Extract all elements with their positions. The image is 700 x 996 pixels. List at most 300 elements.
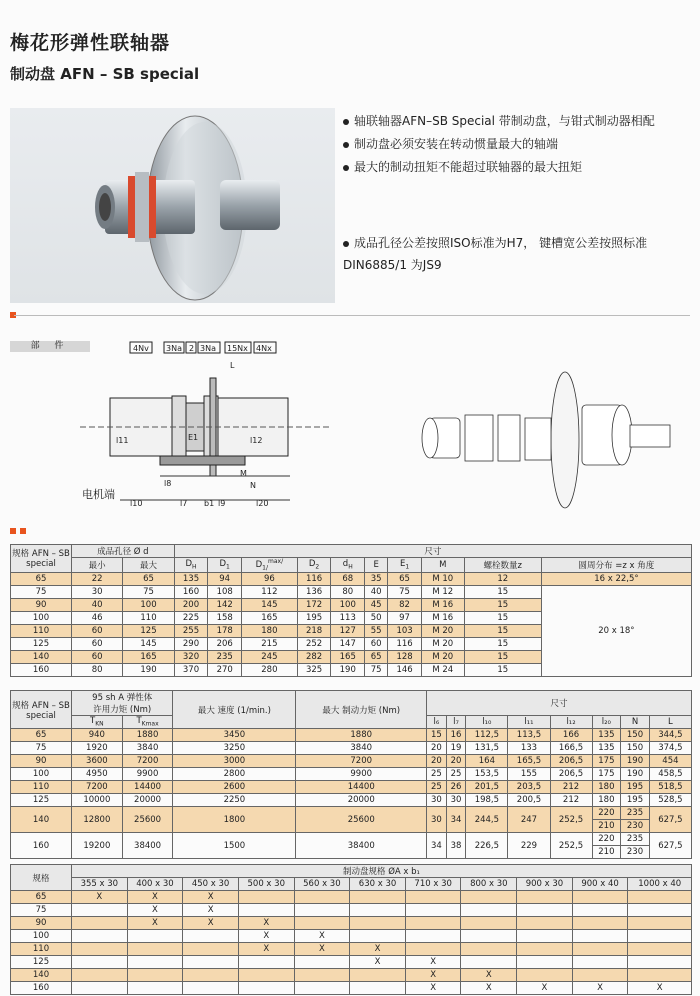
table-cell: [294, 982, 350, 995]
box-15nx: 15Nx: [227, 344, 248, 353]
col-m: M: [421, 558, 464, 573]
table-cell: [294, 891, 350, 904]
table-cell: 252,5: [550, 833, 592, 859]
table-cell: 3250: [173, 742, 296, 755]
table-cell: [294, 969, 350, 982]
table-cell: [461, 917, 517, 930]
table-cell: 206: [208, 637, 242, 650]
table-cell: 34: [427, 833, 447, 859]
table-cell: 1500: [173, 833, 296, 859]
col-torque: 95 sh A 弹性体 许用力矩 (Nm): [72, 691, 173, 716]
table-cell: 454: [649, 755, 691, 768]
table-cell: 75: [365, 663, 388, 676]
table-cell: X: [294, 930, 350, 943]
table-cell: 131,5: [466, 742, 508, 755]
table-cell: 80: [72, 663, 123, 676]
table-cell: [238, 891, 294, 904]
col-d3: $D_{1/}^{max/}$: [242, 558, 298, 573]
motor-end-label: 电机端: [82, 488, 115, 501]
table-cell: 7200: [72, 781, 123, 794]
table-cell: [72, 943, 128, 956]
table-cell: 203,5: [508, 781, 550, 794]
column-header: l₁₁: [508, 716, 550, 729]
table-cell: 160: [11, 663, 72, 676]
table-cell: [517, 917, 573, 930]
col-tkn: $T_{KN}$: [72, 716, 123, 729]
col-disc: 制动盘规格 ØA x b₁: [72, 865, 692, 878]
table-cell: 3000: [173, 755, 296, 768]
table-cell: 75: [11, 585, 72, 598]
table-cell: [517, 904, 573, 917]
table-cell: 133: [508, 742, 550, 755]
table-cell: 110: [11, 781, 72, 794]
table-cell: 9900: [122, 768, 173, 781]
table-cell: [628, 943, 692, 956]
table-cell: 38400: [296, 833, 427, 859]
table-cell: X: [238, 930, 294, 943]
table-cell: 374,5: [649, 742, 691, 755]
table-cell: 225: [174, 611, 208, 624]
divider: [14, 315, 690, 316]
table-row: [11, 755, 692, 768]
table-cell: 200,5: [508, 794, 550, 807]
table-cell: 125: [11, 637, 72, 650]
table-cell: 60: [365, 637, 388, 650]
table-cell: 116: [297, 572, 331, 585]
table-cell: 320: [174, 650, 208, 663]
table-cell: X: [183, 891, 239, 904]
column-header: 450 x 30: [183, 878, 239, 891]
table-cell: 153,5: [466, 768, 508, 781]
table-cell: 30: [72, 585, 123, 598]
box-2: 2: [189, 344, 195, 353]
column-header: l₁₂: [550, 716, 592, 729]
box-3na-2: 3Na: [200, 344, 216, 353]
col-d2: $D_2$: [297, 558, 331, 573]
box-4nx: 4Nx: [256, 344, 272, 353]
table-cell: 178: [208, 624, 242, 637]
table-cell: [72, 930, 128, 943]
table-cell: 180: [242, 624, 298, 637]
table-cell: X: [405, 956, 461, 969]
table-cell: [294, 904, 350, 917]
table-row: [11, 904, 692, 917]
bullet-icon: [343, 165, 349, 171]
table-cell: [405, 943, 461, 956]
table-row: [11, 742, 692, 755]
feature-item: [343, 110, 693, 132]
table-cell: 195: [297, 611, 331, 624]
box-3na: 3Na: [166, 344, 182, 353]
table-cell: 195: [621, 794, 650, 807]
col-min: 最小: [72, 558, 123, 573]
label-L: L: [230, 361, 235, 370]
label-l11: l11: [116, 436, 129, 445]
col-d1: $D_1$: [208, 558, 242, 573]
table-cell: 15: [427, 729, 447, 742]
table-cell: 270: [208, 663, 242, 676]
table-cell: [628, 956, 692, 969]
table-cell: X: [127, 917, 183, 930]
table-cell: M 24: [421, 663, 464, 676]
table-cell: 627,5: [649, 807, 691, 833]
table-cell: [350, 930, 406, 943]
table-cell: 103: [388, 624, 422, 637]
label-l9: l9: [218, 499, 226, 508]
table-cell: [572, 891, 628, 904]
table-cell: 230: [621, 820, 650, 833]
column-header: l₁₀: [466, 716, 508, 729]
col-bolts: 螺栓数量z: [464, 558, 541, 573]
column-header: 710 x 30: [405, 878, 461, 891]
table-cell: 370: [174, 663, 208, 676]
table-cell: X: [238, 917, 294, 930]
table-cell: [127, 956, 183, 969]
table-row: [11, 794, 692, 807]
table-cell: [127, 982, 183, 995]
label-l12: l12: [250, 436, 263, 445]
table-cell: 255: [174, 624, 208, 637]
table-cell: M 12: [421, 585, 464, 598]
table-cell: [127, 969, 183, 982]
table-cell: 158: [208, 611, 242, 624]
table-cell: [517, 943, 573, 956]
table-cell: 195: [621, 781, 650, 794]
table-cell: 19200: [72, 833, 123, 859]
table-cell: [238, 956, 294, 969]
table-cell: 247: [508, 807, 550, 833]
table-cell: 100: [123, 598, 174, 611]
table-cell: 3840: [296, 742, 427, 755]
table-cell: 201,5: [466, 781, 508, 794]
table-cell: 65: [11, 572, 72, 585]
table-cell: 155: [508, 768, 550, 781]
table-cell: 1880: [122, 729, 173, 742]
table-cell: 146: [388, 663, 422, 676]
table-cell: 113: [331, 611, 365, 624]
table-cell: 45: [365, 598, 388, 611]
table-cell: M 16: [421, 598, 464, 611]
table-cell: 210: [592, 846, 621, 859]
bullet-icon: [343, 119, 349, 125]
table-cell: X: [461, 969, 517, 982]
col-spec: 规格: [11, 865, 72, 891]
column-header: 560 x 30: [294, 878, 350, 891]
col-max: 最大: [123, 558, 174, 573]
table-cell: 25: [446, 768, 466, 781]
table-cell: 16: [446, 729, 466, 742]
feature-item: [343, 156, 693, 178]
table-cell: 35: [365, 572, 388, 585]
section-marker: [20, 528, 26, 534]
table-cell: [628, 917, 692, 930]
table-cell: [183, 969, 239, 982]
box-4nv: 4Nv: [133, 344, 149, 353]
table-cell: 235: [208, 650, 242, 663]
table-cell: 140: [11, 969, 72, 982]
table-cell: 165: [331, 650, 365, 663]
col-spec: 规格 AFN – SB special: [11, 545, 72, 573]
table-cell: 100: [331, 598, 365, 611]
table-cell: X: [405, 982, 461, 995]
table-cell: [183, 956, 239, 969]
table-cell: 4950: [72, 768, 123, 781]
table-cell: 100: [11, 930, 72, 943]
table-cell: 3840: [122, 742, 173, 755]
table-cell: 220: [592, 833, 621, 846]
table-cell: 252: [297, 637, 331, 650]
table-cell: 15: [464, 650, 541, 663]
table-cell: 218: [297, 624, 331, 637]
table-cell: [127, 943, 183, 956]
table-cell: [238, 982, 294, 995]
table-cell: 90: [11, 598, 72, 611]
col-dH: $d_H$: [331, 558, 365, 573]
table-cell: 116: [388, 637, 422, 650]
table-cell: 528,5: [649, 794, 691, 807]
table-cell: 96: [242, 572, 298, 585]
table-cell: 145: [123, 637, 174, 650]
table-cell: [294, 917, 350, 930]
table-cell: X: [405, 969, 461, 982]
table-cell: 190: [123, 663, 174, 676]
table-cell: [405, 891, 461, 904]
table-cell: 166,5: [550, 742, 592, 755]
table-cell: 7200: [122, 755, 173, 768]
table-cell: 46: [72, 611, 123, 624]
table-cell: 15: [464, 598, 541, 611]
table-cell: 9900: [296, 768, 427, 781]
table-cell: X: [628, 982, 692, 995]
column-header: 500 x 30: [238, 878, 294, 891]
table-cell: M 10: [421, 572, 464, 585]
label-l10: l10: [130, 499, 143, 508]
table-cell: 128: [388, 650, 422, 663]
column-header: 1000 x 40: [628, 878, 692, 891]
table-cell: 25600: [296, 807, 427, 833]
table-cell: [294, 956, 350, 969]
table-cell: 75: [388, 585, 422, 598]
table-cell: [350, 891, 406, 904]
table-cell: 112: [242, 585, 298, 598]
table-cell: 165: [242, 611, 298, 624]
table-cell: 19: [446, 742, 466, 755]
table-cell: [461, 956, 517, 969]
table-cell: 65: [365, 650, 388, 663]
table-cell: 20: [427, 755, 447, 768]
table-cell: [628, 930, 692, 943]
table-cell: 80: [331, 585, 365, 598]
table-cell: [183, 943, 239, 956]
table-cell: 344,5: [649, 729, 691, 742]
table-cell: 15: [464, 585, 541, 598]
table-cell: 206,5: [550, 755, 592, 768]
note-line-2: DIN6885/1 为JS9: [343, 258, 442, 272]
table-cell: 190: [331, 663, 365, 676]
table-cell: [350, 917, 406, 930]
label-M: M: [240, 469, 247, 478]
table-cell: 12: [464, 572, 541, 585]
table-cell: M 20: [421, 650, 464, 663]
table-cell: 34: [446, 807, 466, 833]
table-cell: [72, 917, 128, 930]
angle-cell: 16 x 22,5°: [541, 572, 691, 585]
table-cell: 110: [11, 943, 72, 956]
table-cell: 200: [174, 598, 208, 611]
table-cell: 60: [72, 637, 123, 650]
table-cell: 229: [508, 833, 550, 859]
table-cell: 20: [446, 755, 466, 768]
table-cell: 110: [11, 624, 72, 637]
table-cell: 166: [550, 729, 592, 742]
table-cell: [127, 930, 183, 943]
table-cell: 65: [11, 891, 72, 904]
table-cell: [628, 904, 692, 917]
table-cell: 226,5: [466, 833, 508, 859]
product-photo: [10, 108, 335, 303]
table-cell: [350, 904, 406, 917]
table-cell: 145: [242, 598, 298, 611]
col-spec: 规格 AFN – SB special: [11, 691, 72, 729]
table-cell: 160: [11, 982, 72, 995]
table-cell: 97: [388, 611, 422, 624]
column-header: 400 x 30: [127, 878, 183, 891]
table-cell: [572, 956, 628, 969]
table-cell: 20000: [122, 794, 173, 807]
col-size: 尺寸: [427, 691, 692, 716]
table-cell: 125: [11, 956, 72, 969]
table-cell: 518,5: [649, 781, 691, 794]
table-cell: 100: [11, 611, 72, 624]
table-cell: 940: [72, 729, 123, 742]
table-cell: [628, 969, 692, 982]
table-cell: 190: [621, 768, 650, 781]
col-tkmax: $T_{Kmax}$: [122, 716, 173, 729]
table-cell: 65: [388, 572, 422, 585]
table-row: [11, 943, 692, 956]
table-row: [11, 917, 692, 930]
exploded-view-drawing: [410, 370, 690, 510]
disc-size-table: [10, 864, 692, 995]
table-cell: 14400: [122, 781, 173, 794]
table-cell: 30: [427, 794, 447, 807]
label-l7: l7: [180, 499, 188, 508]
tolerance-note: [343, 232, 698, 276]
col-size: 尺寸: [174, 545, 691, 558]
table-cell: [183, 982, 239, 995]
table-cell: 25: [427, 768, 447, 781]
bullet-icon: [343, 142, 349, 148]
table-cell: 25600: [122, 807, 173, 833]
table-cell: 1880: [296, 729, 427, 742]
table-cell: 164: [466, 755, 508, 768]
table-cell: 627,5: [649, 833, 691, 859]
table-cell: 75: [123, 585, 174, 598]
table-cell: 140: [11, 650, 72, 663]
table-cell: 180: [592, 794, 621, 807]
table-cell: [183, 930, 239, 943]
table-row: [11, 572, 692, 585]
table-cell: 245: [242, 650, 298, 663]
feature-text: 制动盘必须安装在转动惯量最大的轴端: [354, 137, 559, 151]
col-dh: $D_H$: [174, 558, 208, 573]
label-e1: E1: [188, 433, 199, 442]
table-cell: 125: [11, 794, 72, 807]
column-header: l₆: [427, 716, 447, 729]
torque-table: [10, 690, 692, 859]
table-cell: X: [127, 891, 183, 904]
col-brake: 最大 制动力矩 (Nm): [296, 691, 427, 729]
table-cell: 22: [72, 572, 123, 585]
column-header: 355 x 30: [72, 878, 128, 891]
table-cell: 282: [297, 650, 331, 663]
table-row: [11, 982, 692, 995]
table-cell: 112,5: [466, 729, 508, 742]
table-cell: [461, 943, 517, 956]
table-cell: [517, 930, 573, 943]
table-cell: M 16: [421, 611, 464, 624]
column-header: 900 x 40: [572, 878, 628, 891]
table-cell: [405, 917, 461, 930]
table-cell: 60: [72, 650, 123, 663]
technical-drawing: [60, 338, 350, 518]
table-row: [11, 956, 692, 969]
table-cell: 135: [592, 742, 621, 755]
table-cell: 172: [297, 598, 331, 611]
table-cell: 10000: [72, 794, 123, 807]
feature-item: [343, 133, 693, 155]
table-cell: 212: [550, 794, 592, 807]
table-cell: 38400: [122, 833, 173, 859]
table-cell: 2600: [173, 781, 296, 794]
table-cell: [572, 917, 628, 930]
table-cell: 165: [123, 650, 174, 663]
table-cell: 198,5: [466, 794, 508, 807]
table-cell: 90: [11, 755, 72, 768]
table-cell: 135: [174, 572, 208, 585]
table-cell: 40: [72, 598, 123, 611]
col-e1: $E_1$: [388, 558, 422, 573]
table-cell: 14400: [296, 781, 427, 794]
label-l20: l20: [256, 499, 269, 508]
table-cell: 175: [592, 755, 621, 768]
table-cell: 15: [464, 637, 541, 650]
table-cell: [405, 930, 461, 943]
col-angle: 圆周分布 =z x 角度: [541, 558, 691, 573]
table-cell: 150: [621, 742, 650, 755]
table-cell: 2250: [173, 794, 296, 807]
table-cell: X: [517, 982, 573, 995]
column-header: 630 x 30: [350, 878, 406, 891]
table-cell: 25: [427, 781, 447, 794]
page-title: 梅花形弹性联轴器: [10, 32, 171, 54]
table-row: [11, 930, 692, 943]
table-cell: 140: [11, 807, 72, 833]
table-row: [11, 729, 692, 742]
table-cell: [461, 930, 517, 943]
col-bore: 成品孔径 Ø d: [72, 545, 175, 558]
table-cell: 20: [427, 742, 447, 755]
table-row: [11, 585, 692, 598]
table-cell: 12800: [72, 807, 123, 833]
table-cell: 244,5: [466, 807, 508, 833]
table-cell: X: [72, 891, 128, 904]
table-cell: 142: [208, 598, 242, 611]
table-cell: 127: [331, 624, 365, 637]
table-cell: 190: [621, 755, 650, 768]
table-cell: 135: [592, 729, 621, 742]
table-cell: X: [350, 956, 406, 969]
